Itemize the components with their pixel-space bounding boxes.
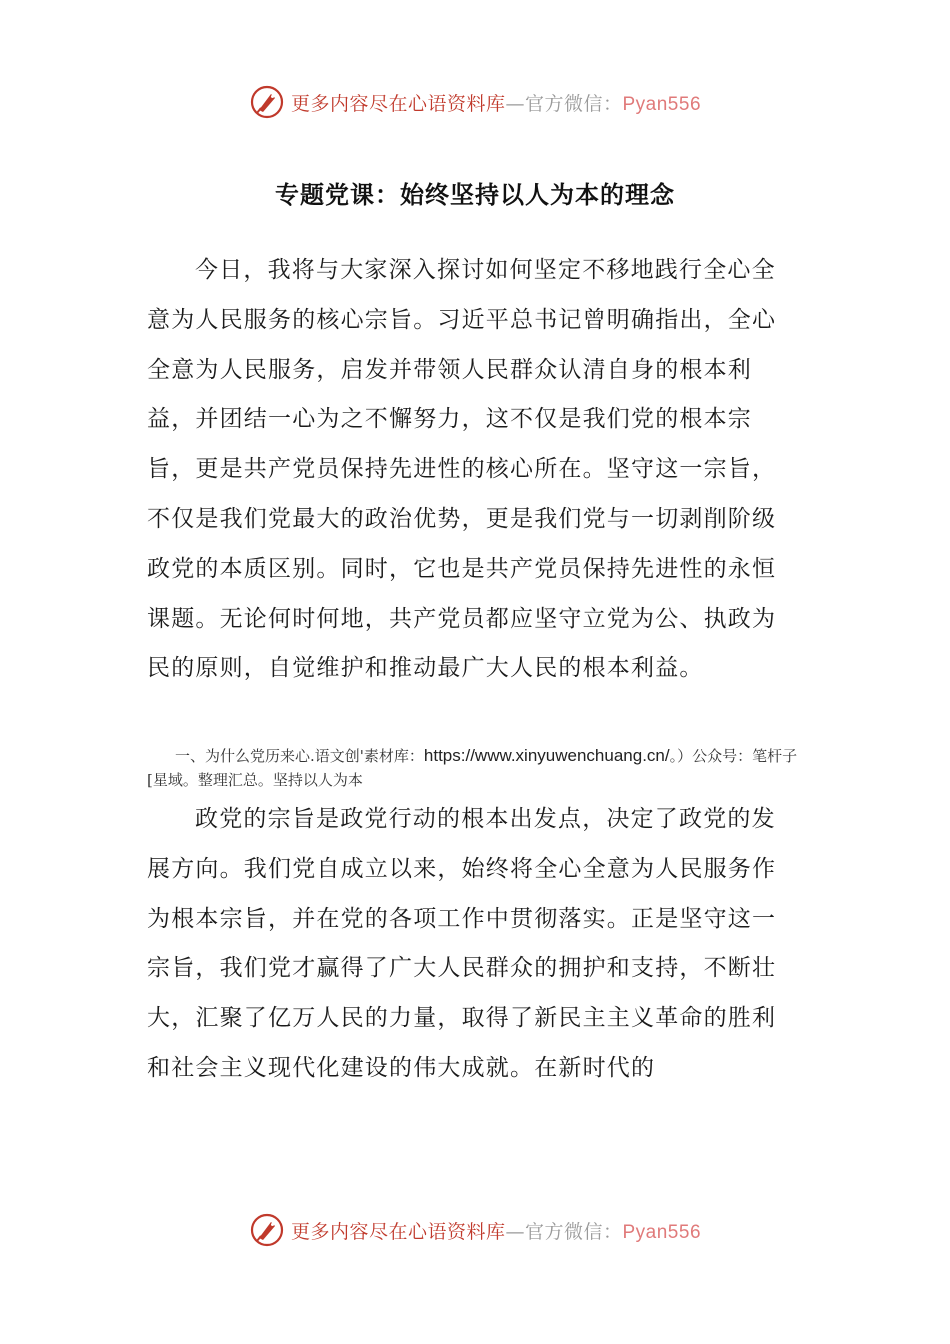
document-title: 专题党课：始终坚持以人为本的理念 [275,180,675,209]
footer-banner-inner [249,1212,701,1248]
pen-nib-logo-icon [249,1212,285,1248]
footer-banner [0,1210,950,1250]
brand-name: 更多内容尽在心语资料库 [290,1220,506,1243]
brand-name: 更多内容尽在心语资料库 [290,92,506,115]
header-banner [0,82,950,122]
wechat-id: Pyan556 [622,93,702,115]
section-heading-note [147,744,807,792]
footer-banner-text [291,1217,701,1244]
body-paragraph-2: 政党的宗旨是政党行动的根本出发点，决定了政党的发展方向。我们党自成立以来，始终将全心全意为人民服务作为根本宗旨，并在党的各项工作中贯彻落实。正是坚守这一宗旨，我们党才赢得了广大人民群众的拥护和支持，不断壮大，汇聚了亿万人民的力量，取得了新民主主义革命的胜利和社会主义现代化建设的伟大成就。在新时代的 [147,806,777,1081]
note-suffix: 。）公众号：笔杆子[星域。整理汇总。坚持以人为本 [147,747,798,789]
brand-separator: — [505,1220,525,1243]
pen-nib-logo-icon [249,84,285,120]
wechat-label: 官方微信： [524,92,623,115]
header-banner-text [291,89,701,116]
wechat-id: Pyan556 [622,1221,702,1243]
brand-separator: — [505,92,525,115]
note-prefix: 一、为什么党历来心.语文创'素材库： [175,747,424,765]
header-banner-inner [249,84,701,120]
body-paragraph-1: 今日，我将与大家深入探讨如何坚定不移地践行全心全意为人民服务的核心宗旨。习近平总书记曾明确指出，全心全意为人民服务，启发并带领人民群众认清自身的根本利益，并团结一心为之不懈努力，这不仅是我们党的根本宗旨，更是共产党员保持先进性的核心所在。坚守这一宗旨，不仅是我们党最大的政治优势，更是我们党与一切剥削阶级政党的本质区别。同时，它也是共产党员保持先进性的永恒课题。无论何时何地，共产党员都应坚守立党为公、执政为民的原则，自觉维护和推动最广大人民的根本利益。 [147,257,777,682]
wechat-label: 官方微信： [524,1220,623,1243]
note-url-link[interactable]: https://www.xinyuwenchuang.cn/ [423,746,670,765]
